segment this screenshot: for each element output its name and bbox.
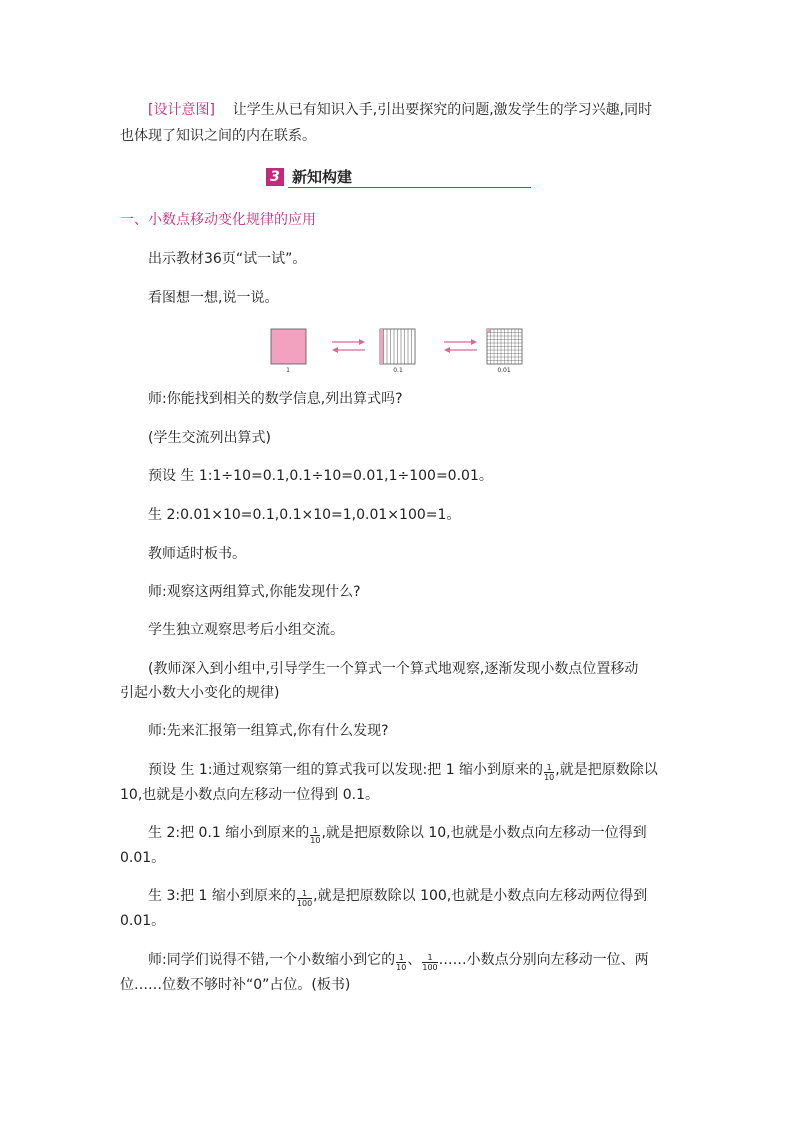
student-3-answer-line-2: 0.01。 [120,913,166,929]
teacher-guidance-line-2: 引起小数大小变化的规律) [120,685,280,701]
subheading: 一、小数点移动变化规律的应用 [120,212,316,228]
label-hundredth: 0.01 [497,367,511,374]
preset-student-1: 预设 生 1:1÷10=0.1,0.1÷10=0.01,1÷100=0.01。 [148,468,493,484]
arrows-left-pair [332,339,365,353]
teacher-summary-line-1: 师:同学们说得不错,一个小数缩小到它的 $\frac{1}{10}$ 、 $\frac{1}{100}$ ……小数点分别向左移动一位、两 [148,952,649,972]
student-2-answer-line-1: 生 2:把 0.1 缩小到原来的 $\frac{1}{10}$ ,就是把原数除以 10,也就是小数点向左移动一位得到 [148,825,647,845]
paragraph-look-think: 看图想一想,说一说。 [148,290,279,306]
preset-answer-1-line-2: 10,也就是小数点向左移动一位得到 0.1。 [120,787,379,803]
design-intent-line-2: 也体现了知识之间的内在联系。 [120,128,316,144]
hundredths-square [487,329,522,364]
tenths-square [380,329,415,364]
teacher-board: 教师适时板书。 [148,546,246,562]
section-underline [288,187,531,188]
teacher-summary-line-2: 位……位数不够时补“0”占位。(板书) [120,977,351,993]
unit-square [271,329,306,364]
label-tenth: 0.1 [393,367,403,374]
design-intent-label: [设计意图] [148,102,215,118]
section-title: 新知构建 [292,168,353,186]
student-2-answer-line-2: 0.01。 [120,850,166,866]
teacher-question-1: 师:你能找到相关的数学信息,列出算式吗? [148,391,403,407]
teacher-question-2: 师:观察这两组算式,你能发现什么? [148,584,361,600]
decimal-grid-figure [262,322,532,374]
student-3-answer-line-1: 生 3:把 1 缩小到原来的 $\frac{1}{100}$ ,就是把原数除以 100,也就是小数点向左移动两位得到 [148,888,648,908]
teacher-question-3: 师:先来汇报第一组算式,你有什么发现? [148,723,389,739]
label-one: 1 [286,367,290,374]
fraction-one-tenth: $\frac{1}{10}$ [396,953,407,972]
fraction-one-hundredth: $\frac{1}{100}$ [296,889,313,908]
paragraph-textbook: 出示教材36页“试一试”。 [148,251,307,267]
design-intent-text: 让学生从已有知识入手,引出要探究的问题,激发学生的学习兴趣,同时 [232,102,653,118]
fraction-one-tenth: $\frac{1}{10}$ [544,763,555,782]
preset-answer-1-line-1: 预设 生 1:通过观察第一组的算式我可以发现:把 1 缩小到原来的 $\frac{1}{10}$ ,就是把原数除以 [148,762,658,782]
design-intent-line-1 [148,101,652,119]
students-observe: 学生独立观察思考后小组交流。 [148,622,344,638]
student-2: 生 2:0.01×10=0.1,0.1×10=1,0.01×100=1。 [148,507,461,523]
fraction-one-hundredth: $\frac{1}{100}$ [422,953,438,972]
fraction-one-tenth: $\frac{1}{10}$ [310,826,321,845]
arrows-right-pair [444,339,477,353]
student-exchange: (学生交流列出算式) [148,430,271,446]
section-number-badge: 3 [266,168,284,186]
teacher-guidance-line-1: (教师深入到小组中,引导学生一个算式一个算式地观察,逐渐发现小数点位置移动 [148,661,639,677]
